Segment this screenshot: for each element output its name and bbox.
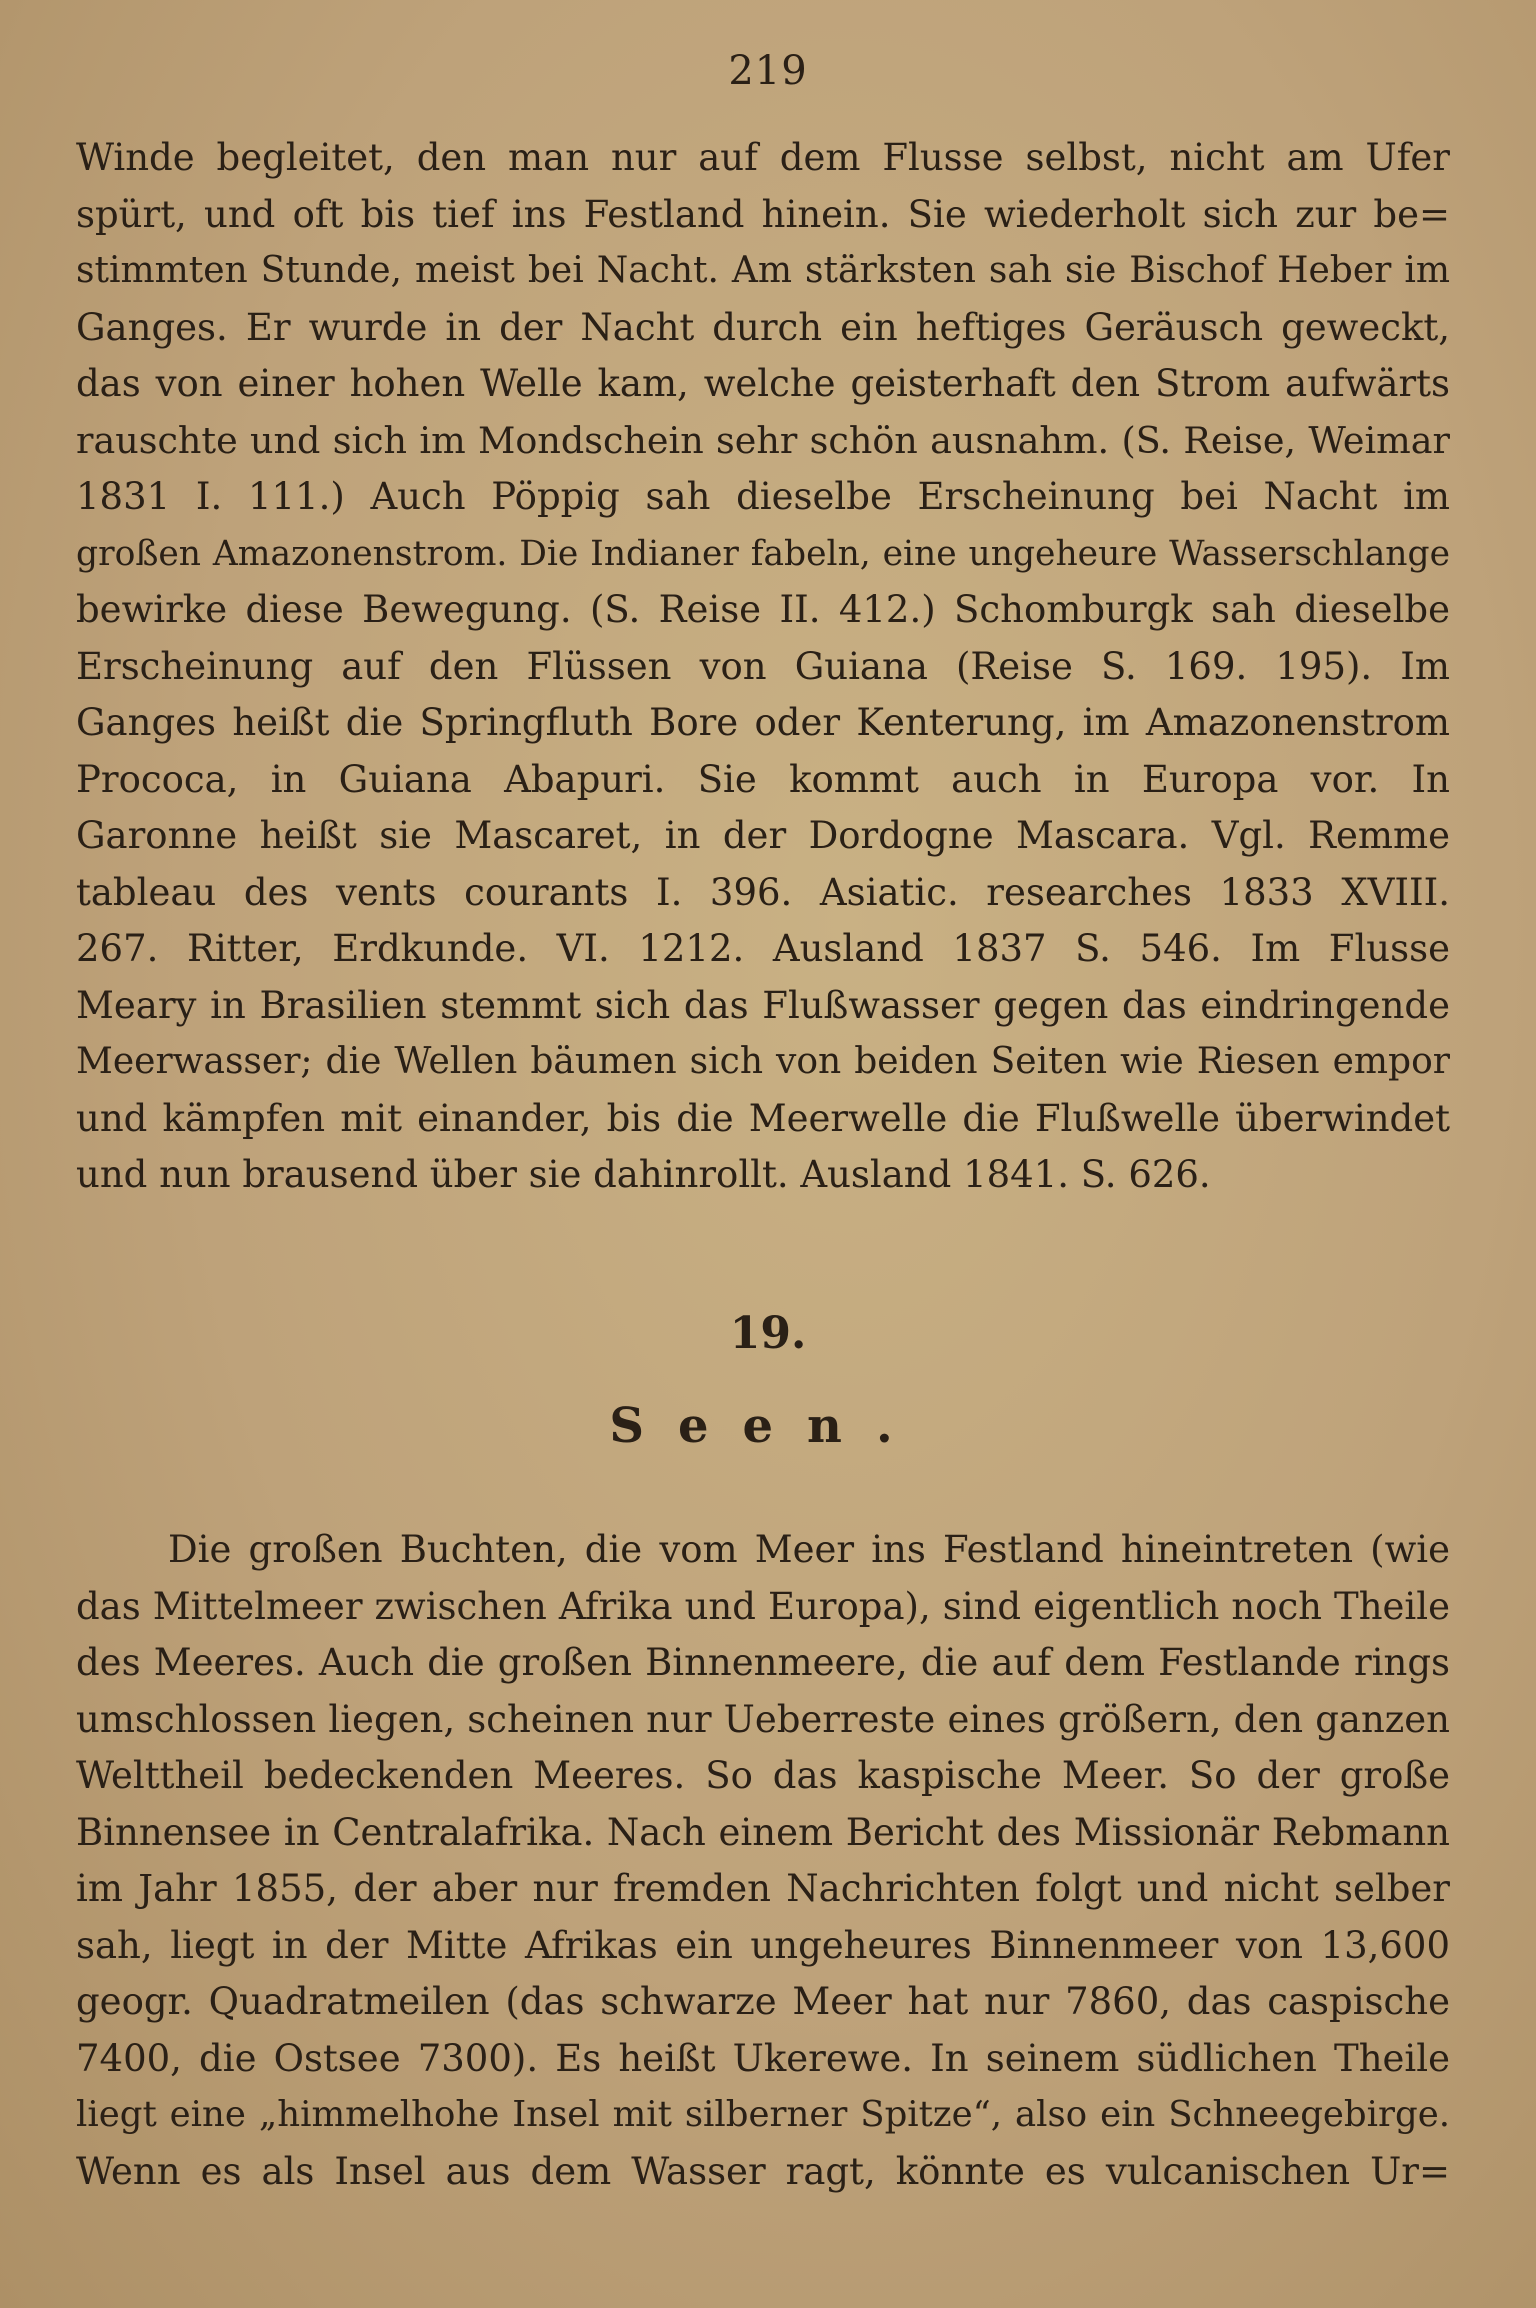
text-line: des Meeres. Auch die großen Binnenmeere, die auf dem Festlande rings (76, 1641, 1450, 1684)
text-line: großen Amazonenstrom. Die Indianer fabeln, eine ungeheure Wasserschlange (76, 533, 1450, 574)
text-line: sah, liegt in der Mitte Afrikas ein ungeheures Binnenmeer von 13,600 (76, 1923, 1450, 1967)
text-line: stimmten Stunde, meist bei Nacht. Am stärksten sah sie Bischof Heber im (76, 250, 1450, 291)
text-line: liegt eine „himmelhohe Insel mit silberner Spitze“, also ein Schneegebirge. (76, 2094, 1450, 2135)
text-line: Procoса, in Guiana Abapuri. Sie kommt auch in Europa vor. In (76, 757, 1450, 801)
section-title: Seen. (609, 1398, 927, 1454)
section-paragraph (76, 1522, 1450, 2200)
text-line: im Jahr 1855, der aber nur fremden Nachrichten folgt und nicht selber (76, 1867, 1450, 1910)
text-line: umschlossen liegen, scheinen nur Ueberreste eines größern, den ganzen (76, 1697, 1450, 1741)
text-line: 267. Ritter, Erdkunde. VI. 1212. Ausland 1837 S. 546. Im Flusse (76, 927, 1450, 970)
top-paragraph (76, 130, 1450, 1204)
page-number: 219 (728, 48, 808, 94)
text-line: Winde begleitet, den man nur auf dem Flusse selbst, nicht am Ufer (76, 136, 1450, 179)
text-line: Garonne heißt sie Mascaret, in der Dordogne Mascara. Vgl. Remme (76, 814, 1450, 857)
text-line: und nun brausend über sie dahinrollt. Ausland 1841. S. 626. (76, 1153, 1211, 1196)
text-line: und kämpfen mit einander, bis die Meerwelle die Flußwelle überwindet (76, 1096, 1450, 1140)
text-line: Die großen Buchten, die vom Meer ins Festland hineintreten (wie (168, 1528, 1450, 1571)
text-line: Ganges heißt die Springfluth Bore oder Kenterung, im Amazonenstrom (76, 701, 1450, 744)
text-line: Binnensee in Centralafrika. Nach einem Bericht des Missionär Rebmann (76, 1810, 1450, 1854)
text-line: spürt, und oft bis tief ins Festland hinein. Sie wiederholt sich zur be= (76, 192, 1450, 236)
section-number: 19. (729, 1308, 807, 1359)
text-line: geogr. Quadratmeilen (das schwarze Meer hat nur 7860, das caspische (76, 1980, 1450, 2023)
text-line: Wenn es als Insel aus dem Wasser ragt, könnte es vulcanischen Ur= (76, 2149, 1450, 2193)
text-line: Meerwasser; die Wellen bäumen sich von beiden Seiten wie Riesen empor (76, 1041, 1450, 1082)
text-line: rauschte und sich im Mondschein sehr schön ausnahm. (S. Reise, Weimar (76, 418, 1450, 462)
text-line: tableau des vents courants I. 396. Asiatic. researches 1833 XVIII. (76, 870, 1450, 914)
text-line: Meary in Brasilien stemmt sich das Flußwasser gegen das eindringende (76, 983, 1450, 1027)
text-line: Erscheinung auf den Flüssen von Guiana (Reise S. 169. 195). Im (76, 644, 1450, 688)
text-line: das von einer hohen Welle kam, welche geisterhaft den Strom aufwärts (76, 362, 1450, 405)
text-line: 7400, die Ostsee 7300). Es heißt Ukerewe. In seinem südlichen Theile (76, 2036, 1450, 2080)
text-line: 1831 I. 111.) Auch Pöppig sah dieselbe Erscheinung bei Nacht im (76, 475, 1450, 518)
text-line: Welttheil bedeckenden Meeres. So das kaspische Meer. So der große (76, 1754, 1450, 1797)
text-line: bewirke diese Bewegung. (S. Reise II. 412.) Schomburgk sah dieselbe (76, 588, 1450, 631)
text-line: das Mittelmeer zwischen Afrika und Europa), sind eigentlich noch Theile (76, 1584, 1450, 1628)
text-line: Ganges. Er wurde in der Nacht durch ein heftiges Geräusch geweckt, (76, 305, 1450, 349)
